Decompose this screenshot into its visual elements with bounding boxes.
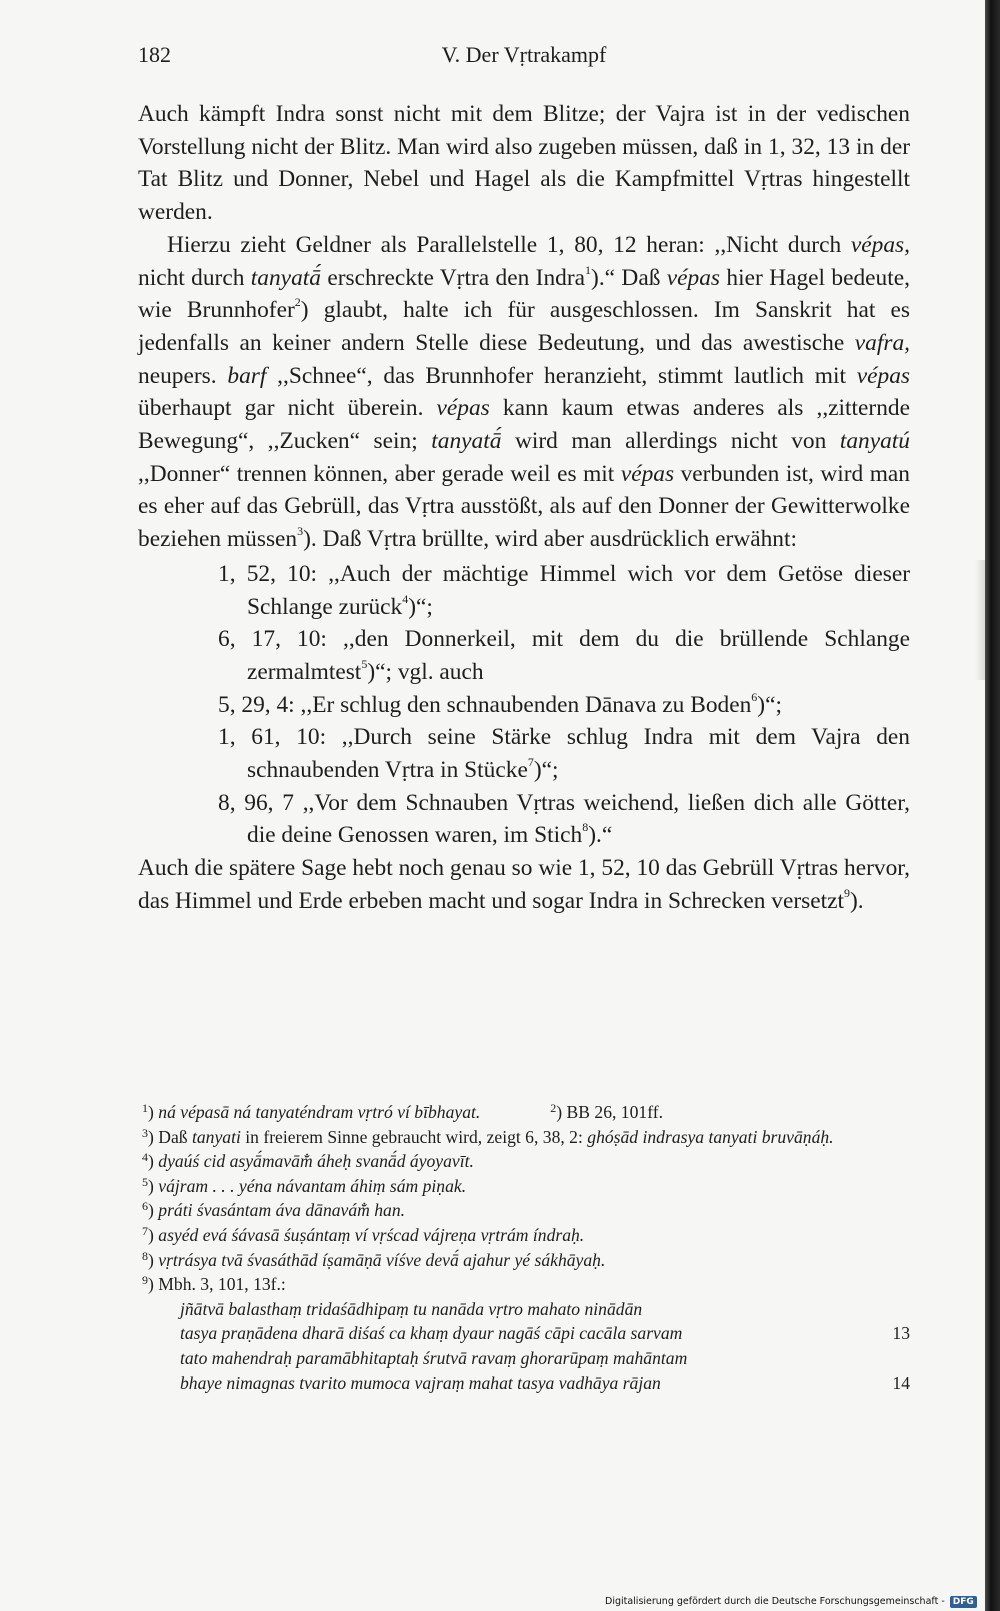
main-text [138, 98, 910, 918]
footnote-ref: 9 [844, 885, 851, 900]
quote-item: 5, 29, 4: ,,Er schlug den schnaubenden Dānava zu Boden$^6$)“; [218, 689, 782, 718]
footnote: $^5$) vájram . . . yéna návantam áhiṃ sám piṇak. [142, 1174, 467, 1196]
footnote-ref: 2 [294, 295, 301, 310]
paragraph: Hierzu zieht Geldner als Parallelstelle 1, 80, 12 heran: ,,Nicht durch vépas, nicht durch tanyatā́ erschreckte Vṛtra den Indra$^1$).“ Daß vépas hier Hagel bedeute, wie Brunnhofer$^2$) glaubt, halte ich für ausgeschlossen. Im Sanskrit hat es jedenfalls an keiner andern Stelle diese Bedeutung, und das awestische vafra, neupers. barf ,,Schnee“, das Brunnhofer heranzieht, stimmt lautlich mit vépas überhaupt gar nicht überein. vépas kann kaum etwas anderes als ,,zitternde Bewegung“, ,,Zucken“ sein; tanyatā́ wird man allerdings nicht von tanyatú ,,Donner“ trennen können, aber gerade weil es mit vépas verbunden ist, wird man es eher auf das Gebrüll, das Vṛtra ausstößt, als auf den Donner der Gewitterwolke beziehen müssen$^3$). Daß Vṛtra brüllte, wird aber ausdrücklich erwähnt: [138, 231, 911, 553]
quote-list [218, 558, 910, 852]
footnote-ref: 4 [402, 591, 409, 606]
footnote-ref: 8 [582, 820, 589, 835]
footnote: $^7$) asyéd evá śávasā śuṣántaṃ ví vṛścad vájreṇa vṛtrám índraḥ. [142, 1223, 585, 1245]
paragraph: Auch kämpft Indra sonst nicht mit dem Blitze; der Vajra ist in der vedischen Vorstellung nicht der Blitz. Man wird also zugeben müssen, daß in 1, 32, 13 in der Tat Blitz und Donner, Nebel und Hagel als die Kampfmittel Vṛtras hingestellt werden. [138, 101, 910, 226]
quote-item: 8, 96, 7 ,,Vor dem Schnauben Vṛtras weichend, ließen dich alle Götter, die deine Genossen waren, im Stich$^8$).“ [218, 789, 910, 849]
running-title: V. Der Vṛtrakampf [441, 42, 607, 67]
page-shadow [975, 560, 985, 680]
quote-item: 1, 52, 10: ,,Auch der mächtige Himmel wich vor dem Getöse dieser Schlange zurück$^4$)“; [218, 560, 910, 620]
footnote: $^6$) práti śvasántam áva dānavám̐ han. [142, 1199, 406, 1221]
verse-line: tasya praṇādena dharā diśaś ca khaṃ dyaur nagāś cāpi cacāla sarvam 13 [138, 1321, 910, 1346]
verse-line: bhaye nimagnas tvarito mumoca vajraṃ mahat tasya vadhāya rājan 14 [138, 1371, 910, 1396]
scan-credit-text: Digitalisierung gefördert durch die Deutsche Forschungsgemeinschaft - [605, 1596, 945, 1607]
page-number: 182 [138, 42, 171, 67]
footnote: $^9$) Mbh. 3, 101, 13f.: [142, 1273, 286, 1295]
book-edge [985, 0, 1000, 1611]
dfg-logo: DFG [950, 1596, 977, 1608]
footnote: $^4$) dyaúś cid asyā́mavām̐ áheḥ svanā́d áyoyavīt. [142, 1150, 474, 1172]
footnote: $^8$) vṛtrásya tvā śvasáthād íṣamāṇā víśve devā́ ajahur yé sákhāyaḥ. [142, 1248, 606, 1270]
verse-number: 13 [892, 1323, 910, 1344]
footnotes [138, 1100, 910, 1395]
scan-credit [605, 1592, 1000, 1611]
footnote: $^3$) Daß tanyati in freierem Sinne gebraucht wird, zeigt 6, 38, 2: ghóṣād indrasya tanyati bruvāṇáḥ. [142, 1125, 834, 1147]
footnote-ref: 5 [361, 656, 368, 671]
quote-item: 6, 17, 10: ,,den Donnerkeil, mit dem du die brüllende Schlange zermalmtest$^5$)“; vgl. auch [218, 626, 910, 685]
verse-line: jñātvā balasthaṃ tridaśādhipaṃ tu nanāda vṛtro mahato ninādān [180, 1298, 643, 1319]
footnote-line: $^1$) ná vépasā ná tanyaténdram vṛtró ví bībhayat. $^2$) BB 26, 101ff. [142, 1101, 663, 1122]
page-header [138, 42, 910, 72]
verse-line: tato mahendraḥ paramābhitaptaḥ śrutvā ravaṃ ghorarūpaṃ mahāntam [180, 1347, 688, 1368]
verse-number: 14 [892, 1372, 910, 1393]
paragraph: Auch die spätere Sage hebt noch genau so wie 1, 52, 10 das Gebrüll Vṛtras hervor, das Himmel und Erde erbeben macht und sogar Indra in Schrecken versetzt$^9$). [138, 855, 910, 914]
footnote-ref: 6 [751, 689, 758, 704]
quote-item: 1, 61, 10: ,,Durch seine Stärke schlug Indra mit dem Vajra den schnaubenden Vṛtra in Stücke$^7$)“; [218, 724, 910, 784]
footnote-ref: 3 [297, 524, 304, 539]
footnote-ref: 7 [527, 755, 534, 770]
footnote-ref: 1 [585, 262, 592, 277]
